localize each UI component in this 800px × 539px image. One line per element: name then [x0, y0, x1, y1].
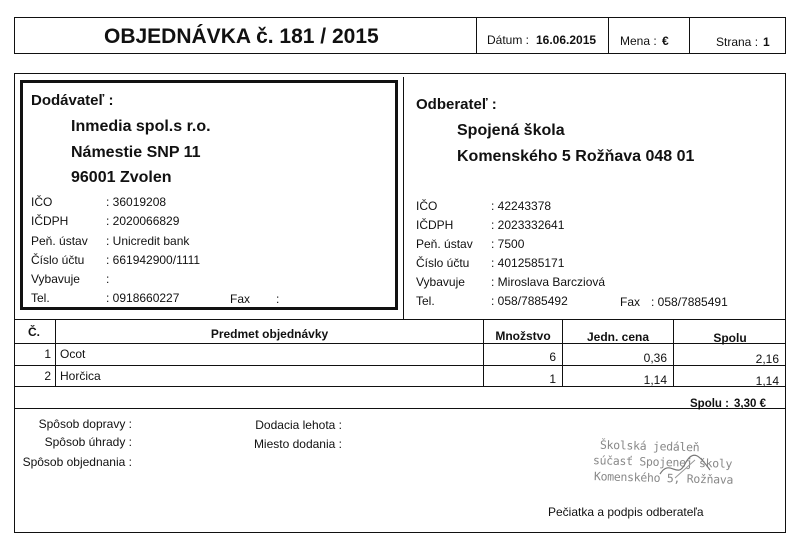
transport-method-label: Spôsob dopravy : — [38, 417, 132, 431]
header-divider-3 — [689, 17, 690, 54]
supplier-field-value: : — [106, 272, 110, 286]
col-header-item: Predmet objednávky — [210, 327, 329, 341]
supplier-field-value: : 0918660227 — [106, 291, 180, 305]
order-method-label: Spôsob objednania : — [22, 455, 132, 469]
currency-label: Mena : — [620, 34, 657, 48]
sum-label: Spolu : — [690, 398, 729, 410]
customer-left-border — [403, 77, 404, 320]
table-row-divider — [14, 365, 786, 366]
stamp-line: Školská jedáleň — [599, 437, 700, 455]
supplier-field-label: Číslo účtu — [31, 253, 85, 267]
supplier-field-label: IČDPH — [31, 214, 69, 228]
customer-field-label: Peň. ústav — [416, 237, 473, 251]
customer-field-value: : 058/7885492 — [491, 294, 568, 308]
page-value: 1 — [763, 35, 770, 49]
header-divider-1 — [476, 17, 477, 54]
supplier-field-value: : 36019208 — [106, 195, 167, 209]
customer-field-label: Tel. — [416, 294, 435, 308]
supplier-fax-label: Fax — [230, 292, 251, 306]
row-total: 1,14 — [755, 374, 779, 388]
row-item-name: Ocot — [60, 347, 86, 361]
sum-value: 3,30 € — [734, 398, 766, 410]
row-number: 1 — [44, 347, 51, 361]
customer-field-value: : 42243378 — [491, 199, 552, 213]
supplier-field-label: IČO — [31, 195, 53, 209]
customer-fax-label: Fax — [620, 295, 641, 309]
supplier-heading: Dodávateľ : — [31, 92, 114, 109]
customer-address: Komenského 5 Rožňava 048 01 — [457, 148, 695, 165]
row-qty: 1 — [549, 372, 556, 386]
col-header-unit-price: Jedn. cena — [586, 330, 650, 344]
customer-field-label: Vybavuje — [416, 275, 465, 289]
customer-field-label: IČO — [416, 199, 438, 213]
col-header-total: Spolu — [713, 331, 747, 345]
date-label: Dátum : — [487, 33, 530, 47]
signature-scribble — [655, 452, 715, 482]
supplier-field-label: Vybavuje — [31, 272, 80, 286]
page-label: Strana : — [716, 35, 759, 49]
date-value: 16.06.2015 — [536, 33, 597, 47]
header-divider-2 — [608, 17, 609, 54]
row-unit-price: 1,14 — [643, 373, 667, 387]
supplier-field-label: Tel. — [31, 291, 50, 305]
customer-field-label: IČDPH — [416, 218, 454, 232]
row-item-name: Horčica — [60, 369, 101, 383]
stamp-line: Komenského 5, Rožňava — [593, 469, 734, 487]
supplier-field-value: : 661942900/1111 — [106, 253, 201, 267]
supplier-street: Námestie SNP 11 — [71, 144, 201, 161]
customer-fax-value: : 058/7885491 — [651, 295, 728, 309]
stamp-line: súčasť Spojenej školy — [592, 453, 733, 471]
signature-label: Pečiatka a podpis odberateľa — [548, 505, 704, 519]
supplier-field-value: : 2020066829 — [106, 214, 180, 228]
table-row-divider — [14, 386, 786, 387]
delivery-place-label: Miesto dodania : — [253, 437, 342, 451]
table-top-border — [14, 319, 786, 320]
customer-field-value: : 2023332641 — [491, 218, 565, 232]
customer-field-label: Číslo účtu — [416, 256, 470, 270]
supplier-field-value: : Unicredit bank — [106, 234, 190, 248]
supplier-city: 96001 Zvolen — [71, 169, 172, 186]
col-header-no: Č. — [28, 325, 40, 339]
supplier-name: Inmedia spol.s r.o. — [71, 118, 211, 135]
col-header-qty: Množstvo — [495, 329, 551, 343]
row-unit-price: 0,36 — [643, 351, 667, 365]
supplier-field-label: Peň. ústav — [31, 234, 88, 248]
payment-method-label: Spôsob úhrady : — [44, 435, 132, 449]
currency-value: € — [662, 34, 669, 48]
row-total: 2,16 — [755, 352, 779, 366]
row-qty: 6 — [549, 350, 556, 364]
customer-field-value: : Miroslava Barcziová — [491, 275, 606, 289]
table-sum-bottom — [14, 408, 786, 409]
customer-field-value: : 7500 — [491, 237, 525, 251]
customer-field-value: : 4012585171 — [491, 256, 565, 270]
customer-heading: Odberateľ : — [416, 96, 497, 113]
customer-name: Spojená škola — [457, 122, 565, 139]
supplier-fax-value: : — [276, 292, 280, 306]
row-number: 2 — [44, 369, 51, 383]
delivery-deadline-label: Dodacia lehota : — [255, 418, 342, 432]
order-title: OBJEDNÁVKA č. 181 / 2015 — [104, 25, 379, 48]
